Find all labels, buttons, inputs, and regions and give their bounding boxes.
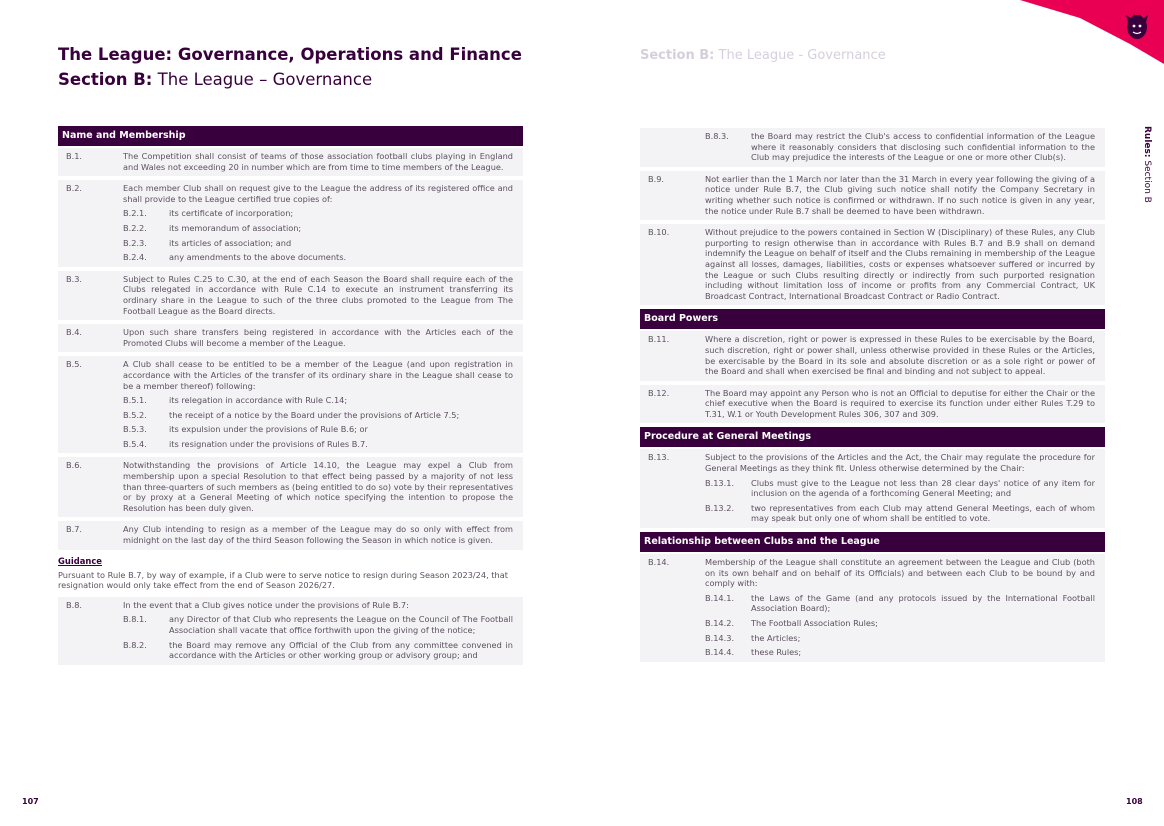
rule-text: Each member Club shall on request give to the League the address of its registered office and shall provide to the League certified true copies of:: [123, 183, 513, 204]
sub-rule: [123, 395, 513, 406]
sub-rule-number: B.5.1.: [123, 395, 147, 406]
rule-body: [705, 452, 1095, 524]
rule-body: [705, 174, 1095, 216]
page-title: The League: Governance, Operations and Finance: [58, 45, 522, 64]
sub-rule-number: B.5.4.: [123, 438, 147, 449]
rule-text: Not earlier than the 1 March nor later than the 31 March in every year following the giving of a notice under Rule B.7, the Club giving such notice shall notify the Company Secretary in writing whether such notice is confirmed or withdrawn. If no such notice is given in any year, the notice under Rule B.7 shall be deemed to have been withdrawn.: [705, 173, 1095, 216]
rule-number: B.11.: [648, 334, 670, 345]
sub-rule-number: B.8.2.: [123, 639, 147, 650]
rule-number: B.4.: [66, 327, 83, 338]
section-name: The League – Governance: [157, 70, 373, 89]
rule-number: B.12.: [648, 387, 670, 398]
league-lion-logo: [1124, 12, 1150, 42]
rule-row: [58, 180, 523, 267]
sub-rule: [123, 410, 513, 421]
rule-body: [123, 151, 513, 172]
rule-number: B.2.: [66, 183, 83, 194]
sub-rule: [123, 208, 513, 219]
rule-row: [640, 554, 1105, 662]
sub-rule: [123, 439, 513, 450]
rule-row: [58, 271, 523, 320]
sub-rule-text: its certificate of incorporation;: [169, 208, 294, 219]
sub-rule: [123, 614, 513, 635]
sub-rule-text: the Board may restrict the Club's access to confidential information of the League where it reasonably considers that disclosing such confidential information to the Club may prejudice the interests of the League or one or more other Club(s).: [751, 131, 1095, 163]
section-title: [58, 70, 372, 89]
rule-body: [123, 359, 513, 449]
sub-rule-number: B.2.1.: [123, 208, 147, 219]
sub-rule-text: its resignation under the provisions of Rules B.7.: [169, 438, 368, 449]
rule-text: Subject to the provisions of the Articles and the Act, the Chair may regulate the procedure for General Meetings as they think fit. Unless otherwise determined by the Chair:: [705, 452, 1095, 474]
rule-text: The Competition shall consist of teams of those association football clubs playing in England and Wales not exceeding 20 in number which are from time to time members of the League.: [123, 151, 513, 172]
rule-number: B.8.: [66, 599, 83, 610]
rule-number: B.6.: [66, 460, 83, 471]
rule-text: Any Club intending to resign as a member of the League may do so only with effect from midnight on the last day of the third Season following the Season in which notice is given.: [123, 524, 513, 546]
rule-body: [123, 327, 513, 348]
rule-body: [123, 600, 513, 661]
sub-rule-number: B.5.3.: [123, 424, 147, 435]
sub-rule-text: these Rules;: [751, 647, 802, 658]
page-number-left: 107: [22, 797, 39, 806]
sub-rule: [123, 252, 513, 263]
rule-number: B.7.: [66, 524, 83, 535]
rule-row: [58, 356, 523, 453]
sub-rule-text: the Board may remove any Official of the Club from any committee convened in accordance with the Articles or other working group or advisory group; and: [169, 639, 513, 661]
section-heading: Name and Membership: [58, 126, 523, 146]
side-running-head: [1142, 126, 1152, 203]
guidance-text: Pursuant to Rule B.7, by way of example, if a Club were to serve notice to resign during Season 2023/24, that resignation would only take effect from the end of Season 2026/27.: [58, 569, 508, 591]
sub-rule: [705, 647, 1095, 658]
rule-row: [640, 331, 1105, 380]
rule-number: B.13.: [648, 452, 670, 463]
right-page-header: [640, 48, 886, 63]
rule-body: [705, 131, 1095, 163]
right-section-label: Section B:: [640, 48, 715, 63]
left-column: [58, 126, 523, 669]
section-heading: Relationship between Clubs and the League: [640, 532, 1105, 552]
rule-body: [705, 334, 1095, 376]
rule-row: [640, 385, 1105, 424]
sub-rule-number: B.5.2.: [123, 409, 147, 420]
rule-body: [123, 524, 513, 545]
rule-text: Membership of the League shall constitute an agreement between the League and Club (both on its own behalf and on behalf of its Officials) and between each Club to be bound by and comply with:: [705, 557, 1095, 589]
section-heading: Procedure at General Meetings: [640, 427, 1105, 447]
sub-rule-text: the Laws of the Game (and any protocols issued by the International Football Association Board);: [751, 592, 1095, 614]
rule-row: [58, 597, 523, 665]
side-section: Section B: [1142, 160, 1152, 203]
rule-number: B.1.: [66, 151, 83, 161]
sub-rule: [123, 238, 513, 249]
rule-row: [640, 128, 1105, 167]
rule-row: [58, 457, 523, 517]
right-section-name: The League - Governance: [718, 48, 886, 63]
sub-rule-number: B.14.1.: [705, 592, 735, 603]
rule-body: [123, 460, 513, 513]
rule-text: Upon such share transfers being registered in accordance with the Articles each of the Promoted Clubs will become a member of the League.: [123, 327, 513, 348]
sub-rule: [705, 131, 1095, 163]
rule-body: [705, 388, 1095, 420]
rule-row: [640, 449, 1105, 528]
sub-rule: [705, 633, 1095, 644]
sub-rule-text: its articles of association; and: [169, 237, 292, 248]
sub-rule-number: B.13.1.: [705, 477, 735, 488]
sub-rule-number: B.2.2.: [123, 222, 147, 233]
section-heading: Board Powers: [640, 309, 1105, 329]
sub-rule-text: Clubs must give to the League not less than 28 clear days' notice of any item for inclusion on the agenda of a forthcoming General Meeting; and: [751, 477, 1095, 499]
sub-rule: [123, 223, 513, 234]
right-column: [640, 128, 1105, 666]
sub-rule-number: B.8.1.: [123, 614, 147, 625]
side-label: Rules:: [1142, 126, 1152, 158]
rule-number: B.10.: [648, 227, 670, 238]
rule-text: Where a discretion, right or power is expressed in these Rules to be exercisable by the Board, such discretion, right or power shall, unless otherwise provided in these Rules or the Articles, be exercisable by the Board in its sole and absolute discretion or as a sole right or power of the Board and shall when exercised be final and binding and not subject to appeal.: [705, 334, 1095, 377]
rule-text: Notwithstanding the provisions of Article 14.10, the League may expel a Club from membership upon a special Resolution to that effect being passed by a majority of not less than three-quarters of such members as (being entitled to do so) vote by their representatives or by proxy at a General Meeting of which notice specifying the intention to propose the Resolution has been duly given.: [123, 460, 513, 513]
sub-rule-number: B.13.2.: [705, 502, 735, 513]
sub-rule-text: any amendments to the above documents.: [169, 252, 347, 263]
sub-rule-text: any Director of that Club who represents the League on the Council of The Football Association shall vacate that office forthwith upon the giving of the notice;: [169, 614, 513, 635]
rule-text: In the event that a Club gives notice under the provisions of Rule B.7:: [123, 599, 409, 610]
sub-rule: [123, 640, 513, 661]
sub-rule-text: its relegation in accordance with Rule C.14;: [169, 395, 348, 406]
page-number-right: 108: [1126, 797, 1143, 806]
rule-row: [58, 324, 523, 352]
sub-rule-text: its memorandum of association;: [169, 222, 302, 233]
sub-rule: [705, 593, 1095, 614]
sub-rule-text: the Articles;: [751, 632, 801, 643]
sub-rule-text: two representatives from each Club may attend General Meetings, each of whom may speak but only one of whom shall be entitled to vote.: [751, 502, 1095, 524]
rule-number: B.14.: [648, 557, 670, 568]
sub-rule-number: B.14.2.: [705, 618, 735, 628]
rule-body: [123, 183, 513, 263]
sub-rule-number: B.8.3.: [705, 131, 729, 141]
rule-row: [640, 171, 1105, 220]
sub-rule-number: B.14.4.: [705, 647, 735, 658]
sub-rule: [705, 618, 1095, 629]
sub-rule: [705, 478, 1095, 499]
rule-number: [648, 131, 705, 163]
section-label: Section B:: [58, 70, 153, 89]
rule-body: [705, 557, 1095, 658]
rule-text: A Club shall cease to be entitled to be a member of the League (and upon registration in accordance with the Articles of the transfer of its ordinary share in the League shall cease to be a member thereof) following:: [123, 359, 513, 391]
rule-row: [640, 224, 1105, 305]
sub-rule-number: B.2.4.: [123, 252, 147, 263]
rule-number: B.9.: [648, 173, 665, 184]
sub-rule-text: its expulsion under the provisions of Rule B.6; or: [169, 424, 368, 435]
sub-rule-number: B.2.3.: [123, 237, 147, 248]
sub-rule: [705, 503, 1095, 524]
rule-text: Without prejudice to the powers contained in Section W (Disciplinary) of these Rules, any Club purporting to resign otherwise than in accordance with Rules B.7 and B.9 shall on demand indemnify the League on behalf of itself and the Clubs remaining in membership of the League against all losses, damages, liabilities, costs or expenses whatsoever suffered or incurred by the League or such Clubs resulting directly or indirectly from such purported resignation including without limitation loss of income or profits from any Commercial Contract, UK Broadcast Contract, International Broadcast Contract or Radio Contract.: [705, 227, 1095, 301]
rule-number: B.5.: [66, 359, 83, 370]
rule-body: [123, 274, 513, 316]
sub-rule: [123, 424, 513, 435]
sub-rule-text: The Football Association Rules;: [751, 618, 878, 628]
sub-rule-number: B.14.3.: [705, 632, 735, 643]
sub-rule-text: the receipt of a notice by the Board under the provisions of Article 7.5;: [169, 409, 460, 420]
rule-text: The Board may appoint any Person who is not an Official to deputise for either the Chair or the chief executive when the Board is required to exercise its function under either Rules T.29 to T.31, W.1 or Youth Development Rules 306, 307 and 309.: [705, 387, 1095, 419]
guidance-title: Guidance: [58, 555, 102, 566]
rule-body: [705, 227, 1095, 301]
rule-row: [58, 148, 523, 176]
rule-text: Subject to Rules C.25 to C.30, at the end of each Season the Board shall require each of the Clubs relegated in accordance with Rule C.14 to execute an instrument transferring its ordinary share in the League to such of the three clubs promoted to the League from The Football League as the Board directs.: [123, 273, 513, 316]
rule-row: [58, 521, 523, 549]
rule-number: B.3.: [66, 273, 83, 284]
